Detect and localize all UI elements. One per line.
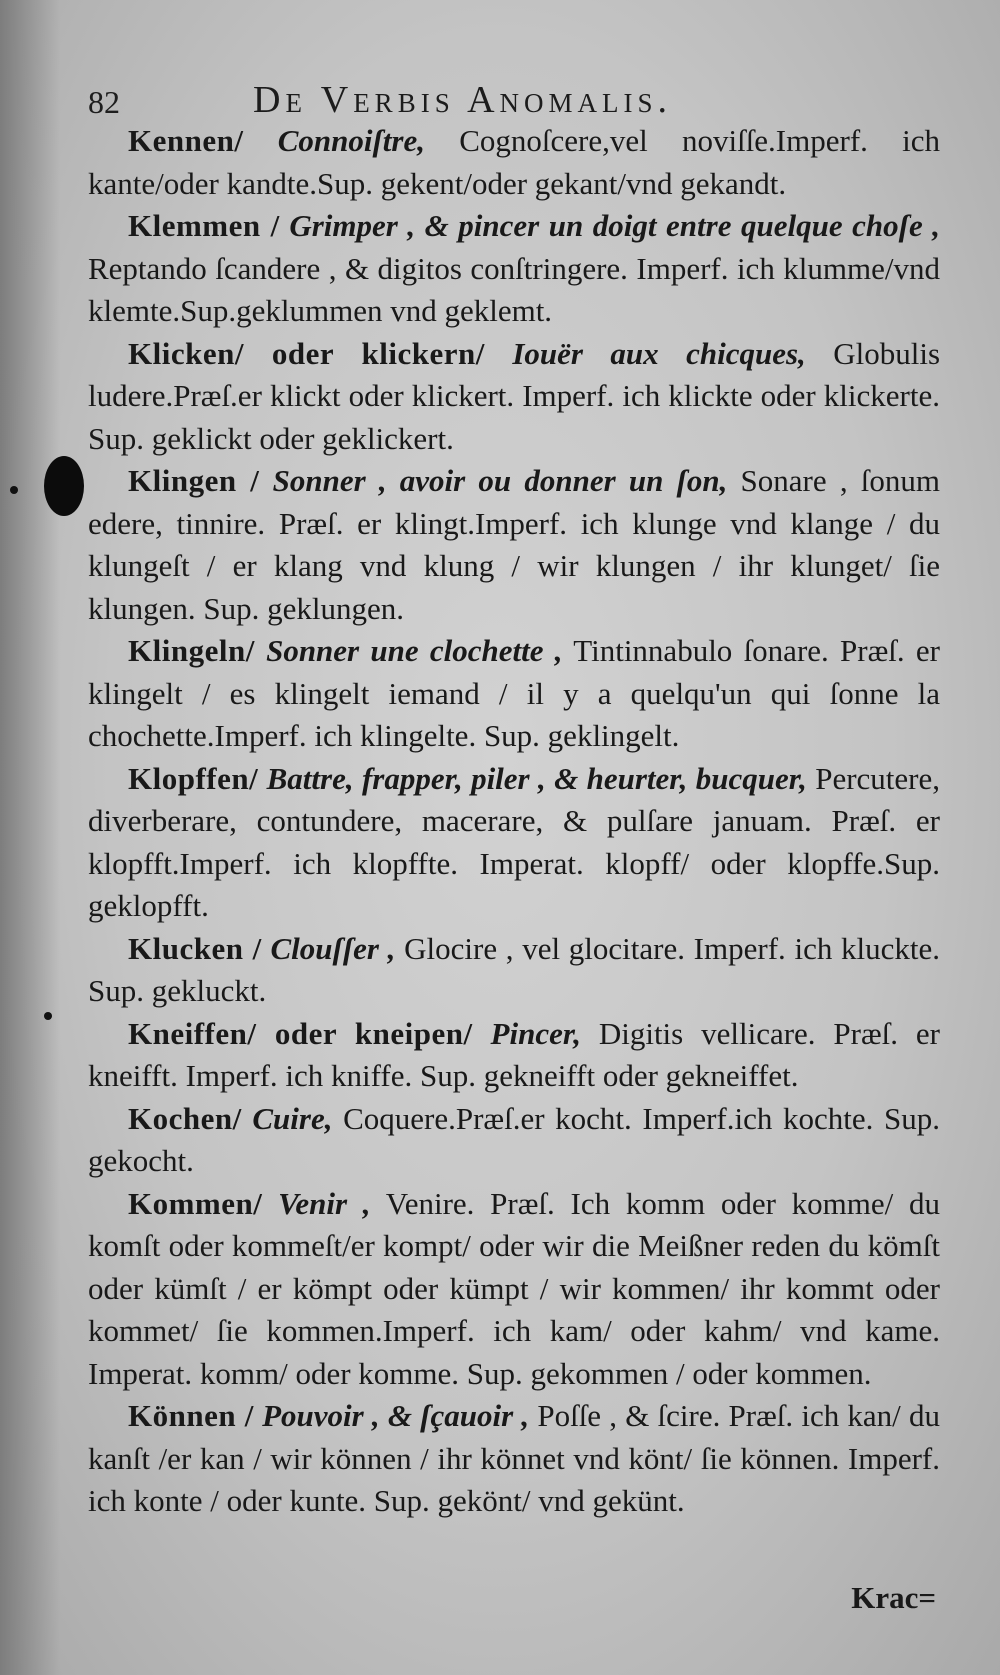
catchword: Krac= [851,1580,936,1615]
entry-body: Venire. Præſ. Ich komm oder komme/ du komſt oder kommeſt/er kompt/ oder wir die Meißner reden du kömſt oder kümſt / er kömpt oder kümpt / wir kommen/ ihr kommt oder kommet/ ſie kommen.Imperf. ich kam/ oder kahm/ vnd kame. Imperat. komm/ oder komme. Sup. gekommen / oder kommen. [88,1185,940,1391]
entry-body: Globulis ludere.Præſ.er klickt oder klickert. Imperf. ich klickte oder klickerte. Sup. geklickt oder geklickert. [88,335,941,456]
entry-french: Pincer, [490,1015,581,1051]
entry-headword: Kneiffen/ oder kneipen/ [128,1015,473,1051]
entry-body: Sonare , ſonum edere, tinnire. Præſ. er klingt.Imperf. ich klunge vnd klange / du klungeſt / er klang vnd klung / wir klungen / ihr klunget/ ſie klungen. Sup. geklungen. [88,463,940,626]
entry-body: Digitis vellicare. Præſ. er kneifft. Imperf. ich kniffe. Sup. gekneifft oder gekneiffet. [88,1015,940,1093]
entry-headword: Kochen/ [128,1100,242,1136]
entry-headword: Klemmen / [128,208,280,243]
entry-french: Pouvoir , & ſçauoir , [262,1398,530,1433]
ink-speck [44,1012,52,1020]
entry-body: Coquere.Præſ.er kocht. Imperf.ich kochte. Sup. gekocht. [88,1100,940,1178]
entry-headword: Können / [128,1398,254,1433]
verb-entry [88,1013,940,1098]
verb-entry [88,460,940,630]
verb-entry [88,928,940,1013]
page-number: 82 [88,84,120,120]
entry-french: Venir , [278,1185,371,1221]
entry-headword: Klingen / [128,463,260,498]
entry-french: Cuire, [252,1100,333,1136]
page-header [88,74,940,124]
verb-entry [88,333,940,461]
dictionary-text [88,120,940,1523]
entry-headword: Klingeln/ [128,633,255,668]
entry-french: Sonner une clochette , [266,633,563,668]
entry-french: Connoiſtre, [277,123,425,158]
verb-entry [88,758,940,928]
entry-body: Tintinnabulo ſonare. Præſ. er klingelt / es klingelt iemand / il y a quelqu'un qui ſonne la chochette.Imperf. ich klingelte. Sup. geklingelt. [88,633,940,753]
entry-body: Cognoſcere,vel noviſſe.Imperf. ich kante/oder kandte.Sup. gekent/oder gekant/vnd gekandt. [88,123,941,201]
verb-entry [88,205,940,333]
entry-body: Percutere, diverberare, contundere, macerare, & pulſare januam. Præſ. er klopfft.Imperf. ich klopffte. Imperat. klopff/ oder klopffe.Sup. geklopfft. [88,760,941,923]
verb-entry [88,1098,940,1183]
verb-entry [88,630,940,758]
entry-body: Glocire , vel glocitare. Imperf. ich kluckte. Sup. gekluckt. [88,930,941,1008]
entry-french: Grimper , & pincer un doigt entre quelque choſe , [289,208,941,243]
entry-body: Reptando ſcandere , & digitos conſtringere. Imperf. ich klumme/vnd klemte.Sup.geklummen vnd geklemt. [88,250,940,328]
entry-headword: Kommen/ [128,1185,263,1221]
page-shadow [0,0,60,1675]
verb-entry [88,1183,940,1396]
entry-french: Iouër aux chicques, [512,335,806,371]
ink-speck [10,486,18,494]
verb-entry [88,1395,940,1523]
entry-headword: Klopffen/ [128,760,259,796]
entry-headword: Klicken/ oder klickern/ [128,335,485,371]
entry-french: Sonner , avoir ou donner un ſon, [272,463,728,498]
running-title: De Verbis Anomalis. [253,79,673,121]
entry-headword: Kennen/ [128,123,244,158]
entry-headword: Klucken / [128,930,262,966]
verb-entry [88,120,940,205]
entry-body: Poſſe , & ſcire. Præſ. ich kan/ du kanſt /er kan / wir können / ihr könnet vnd könt/ ſie können. Imperf. ich konte / oder kunte. Sup. gekönt/ vnd gekünt. [88,1398,940,1518]
entry-french: Battre, frapper, piler , & heurter, bucquer, [266,760,807,796]
ink-blot [44,456,84,516]
entry-french: Clouſſer , [270,930,396,966]
